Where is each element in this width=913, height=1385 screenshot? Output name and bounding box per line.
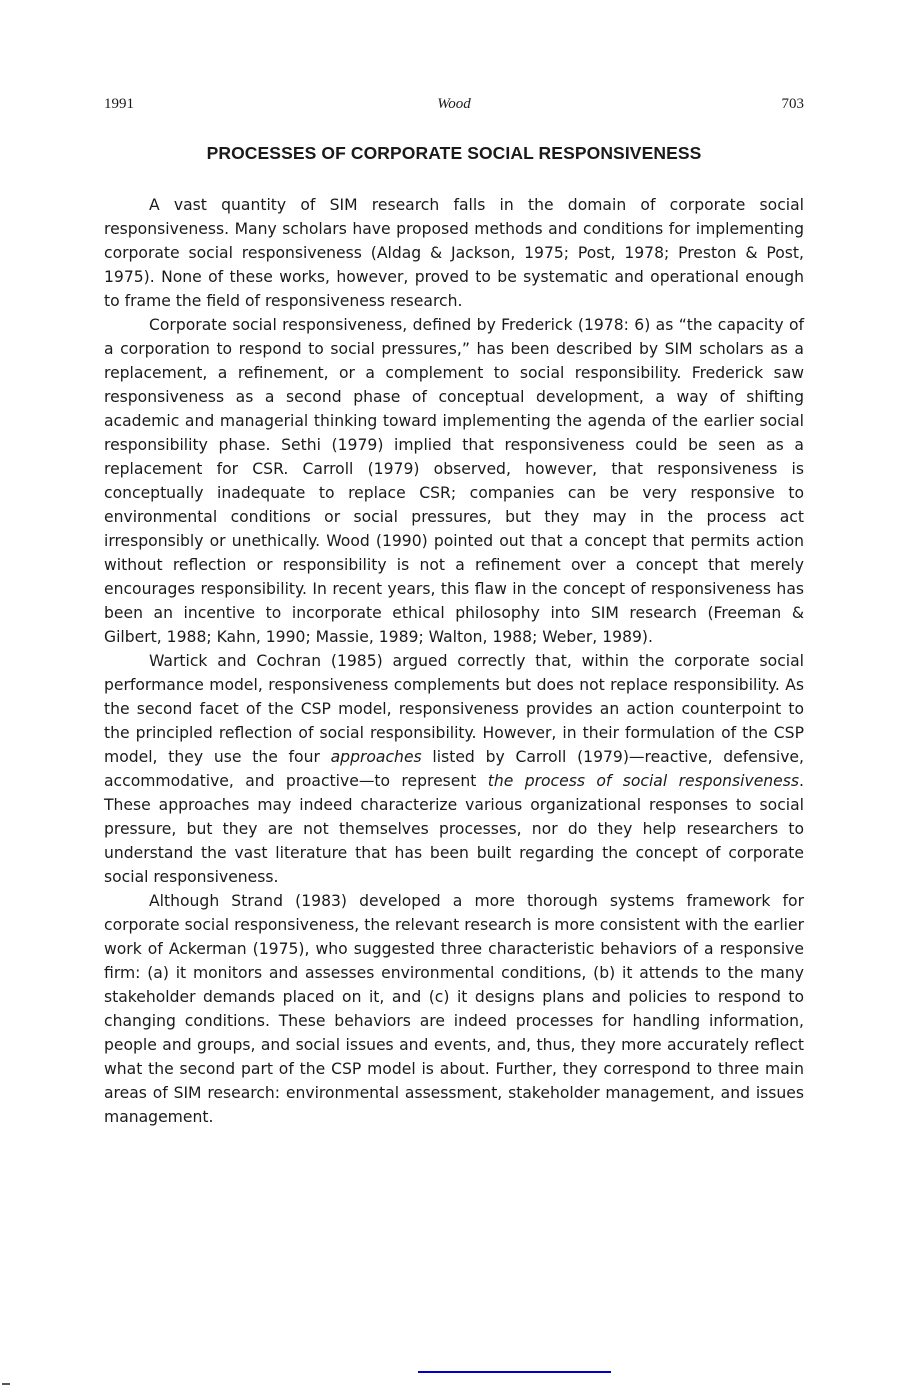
- body-text: [104, 193, 804, 1129]
- text-segment: Although Strand (1983) developed a more thorough systems framework for corporate social responsiveness, the relevant research is more consistent with the earlier work of Ackerman (1975), who suggested three characteristic behaviors of a responsive firm: (a) it monitors and assesses environmental conditions, (b) it attends to the many stakeholder demands placed on it, and (c) it designs plans and policies to respond to changing conditions. These behaviors are indeed processes for handling information, people and groups, and social issues and events, and, thus, they more accurately reflect what the second part of the CSP model is about. Further, they correspond to three main areas of SIM research: environmental assessment, stakeholder management, and issues management.: [104, 892, 804, 1126]
- paragraph: [104, 889, 804, 1129]
- text-segment: listed by Carroll (1979)—reactive, defensive, accommodative, and proactive—to represent: [104, 748, 804, 790]
- paragraph: [104, 649, 804, 889]
- text-segment: . These approaches may indeed characterize various organizational responses to social pressure, but they are not themselves processes, nor do they help researchers to understand the vast literature that has been built regarding the concept of corporate social responsiveness.: [104, 772, 804, 886]
- page-number: 703: [781, 96, 804, 112]
- italic-text: the process of social responsiveness: [487, 772, 800, 790]
- text-segment: Corporate social responsiveness, defined by Frederick (1978: 6) as “the capacity of a corporation to respond to social pressures,” has been described by SIM scholars as a replacement, a refinement, or a complement to social responsibility. Frederick saw responsiveness as a second phase of conceptual development, a way of shifting academic and managerial thinking toward implementing the agenda of the earlier social responsibility phase. Sethi (1979) implied that responsiveness could be seen as a replacement for CSR. Carroll (1979) observed, however, that responsiveness is conceptually inadequate to replace CSR; companies can be very responsive to environmental conditions or social pressures, but they may in the process act irresponsibly or unethically. Wood (1990) pointed out that a concept that permits action without reflection or responsibility is not a refinement over a concept that merely encourages responsibility. In recent years, this flaw in the concept of responsiveness has been an incentive to incorporate ethical philosophy into SIM research (Freeman & Gilbert, 1988; Kahn, 1990; Massie, 1989; Walton, 1988; Weber, 1989).: [104, 316, 804, 646]
- section-heading: PROCESSES OF CORPORATE SOCIAL RESPONSIVENESS: [206, 143, 702, 163]
- paragraph: [104, 193, 804, 313]
- italic-text: approaches: [330, 748, 422, 766]
- running-head-author: Wood: [437, 96, 471, 112]
- text-segment: Wartick and Cochran (1985) argued correctly that, within the corporate social performance model, responsiveness complements but does not replace responsibility. As the second facet of the CSP model, responsiveness provides an action counterpoint to the principled reflection of social responsibility. However, in their formulation of the CSP model, they use the four: [104, 652, 804, 766]
- journal-year: 1991: [104, 96, 134, 112]
- paragraph: [104, 313, 804, 649]
- text-segment: A vast quantity of SIM research falls in the domain of corporate social responsiveness. Many scholars have proposed methods and conditions for implementing corporate social responsiveness (Aldag & Jackson, 1975; Post, 1978; Preston & Post, 1975). None of these works, however, proved to be systematic and operational enough to frame the field of responsiveness research.: [104, 196, 804, 310]
- running-head: [104, 96, 804, 116]
- footnote-separator-rule: [418, 1371, 611, 1373]
